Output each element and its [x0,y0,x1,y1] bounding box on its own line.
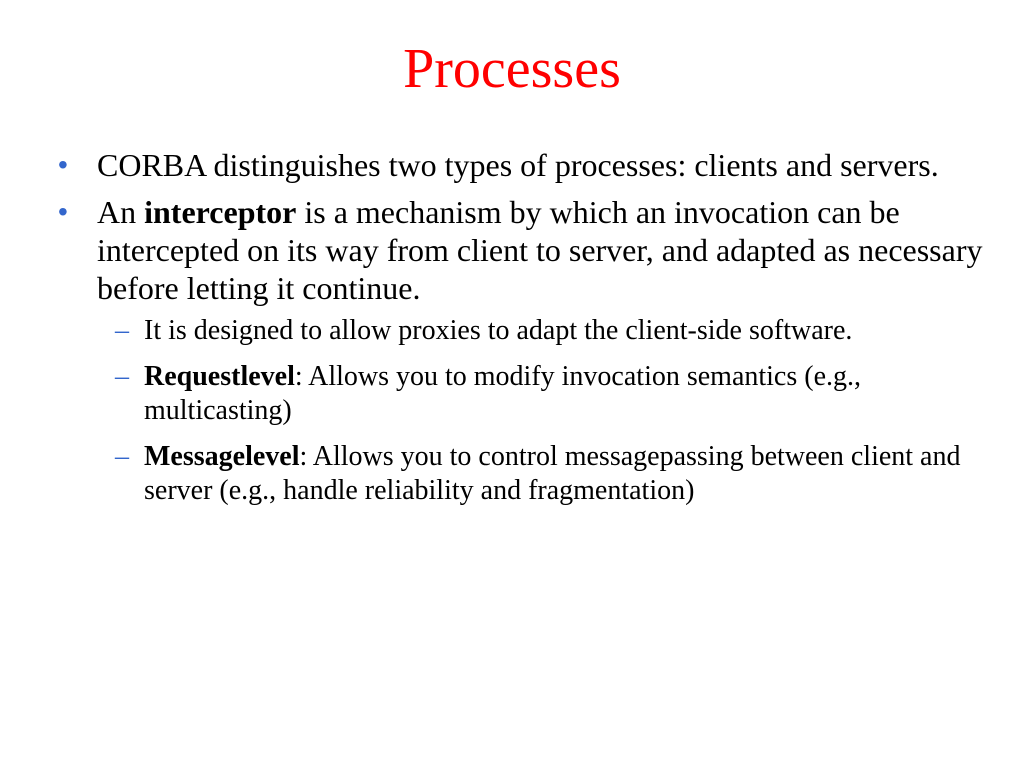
sub-bullet-text: It is designed to allow proxies to adapt the client-side software. [144,315,853,346]
sub-bullet-item [97,314,988,348]
sub-bullet-bold-term: Messagelevel [144,441,300,472]
bullet-marker: • [58,149,68,180]
bullet-list [58,146,988,520]
bullet-item [58,146,988,184]
sub-bullet-marker: – [115,441,129,472]
sub-bullet-item [97,440,988,508]
sub-bullet-item [97,360,988,428]
bullet-item [58,193,988,508]
sub-bullet-text: : Allows you to modify invocation semantics (e.g., multicasting) [144,361,862,426]
bullet-marker: • [58,196,68,227]
slide-title: Processes [403,38,621,100]
bullet-bold-term: interceptor [144,194,297,230]
sub-bullet-list [97,314,988,508]
sub-bullet-marker: – [115,361,129,392]
bullet-text: CORBA distinguishes two types of processes: clients and servers. [97,147,939,183]
bullet-text: is a mechanism by which an invocation can be intercepted on its way from client to server, and adapted as necessary before letting it continue. [97,194,983,306]
sub-bullet-marker: – [115,315,129,346]
bullet-prefix: An [97,194,145,230]
sub-bullet-bold-term: Requestlevel [144,361,295,392]
sub-bullet-text: : Allows you to control messagepassing between client and server (e.g., handle reliability and fragmentation) [144,441,961,506]
